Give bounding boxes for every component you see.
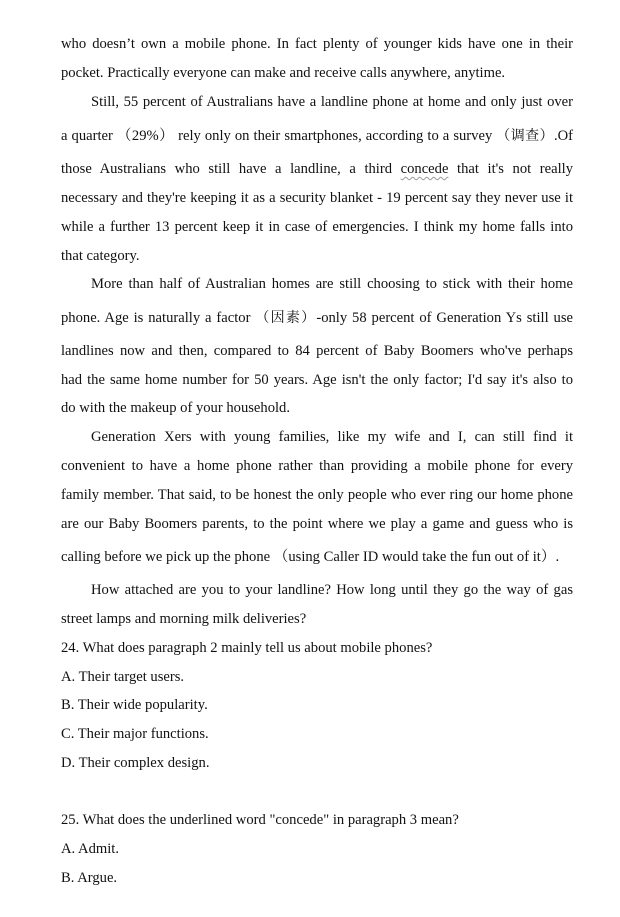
- paragraph-6-start: How attached are you to your landline? How long until they go the way of gas: [91, 582, 573, 598]
- paragraph-5-start: Generation Xers with young families, like my wife and I, can still find it: [91, 429, 573, 445]
- text-segment: phone. Age is naturally a factor: [61, 310, 256, 326]
- chinese-gloss: （因素）: [255, 310, 317, 326]
- passage-line: street lamps and morning milk deliveries?: [61, 611, 307, 627]
- question-25-option-b: B. Argue.: [61, 870, 118, 886]
- question-24-option-a: A. Their target users.: [61, 669, 185, 685]
- passage-line: [61, 126, 573, 146]
- passage-line: pocket. Practically everyone can make and receive calls anywhere, anytime.: [61, 65, 506, 81]
- question-25-stem: 25. What does the underlined word "concede" in paragraph 3 mean?: [61, 812, 459, 828]
- text-segment: those Australians who still have a landline, a third: [61, 161, 401, 177]
- text-segment: a quarter （29%） rely only on their smartphones, according to a survey: [61, 128, 497, 144]
- passage-line: are our Baby Boomers parents, to the point where we play a game and guess who is: [61, 516, 573, 532]
- passage-line: that category.: [61, 248, 140, 264]
- question-24-option-b: B. Their wide popularity.: [61, 697, 208, 713]
- passage-line: [61, 159, 573, 179]
- passage-line: [61, 308, 573, 328]
- passage-line: who doesn’t own a mobile phone. In fact plenty of younger kids have one in their: [61, 36, 573, 52]
- passage-line: convenient to have a home phone rather than providing a mobile phone for every: [61, 458, 573, 474]
- passage-line: family member. That said, to be honest the only people who ever ring our home phone: [61, 487, 573, 503]
- passage-line: necessary and they're keeping it as a security blanket - 19 percent say they never use it: [61, 190, 573, 206]
- passage-line: landlines now and then, compared to 84 percent of Baby Boomers who've perhaps: [61, 343, 573, 359]
- chinese-gloss: （调查）: [496, 128, 554, 144]
- text-segment: .Of: [553, 128, 573, 144]
- text-segment: -only 58 percent of Generation Ys still use: [316, 310, 573, 326]
- paragraph-4-start: More than half of Australian homes are still choosing to stick with their home: [91, 276, 573, 292]
- paragraph-3-start: Still, 55 percent of Australians have a landline phone at home and only just over: [91, 94, 573, 110]
- question-25-option-a: A. Admit.: [61, 841, 119, 857]
- question-24-option-d: D. Their complex design.: [61, 755, 210, 771]
- passage-line: do with the makeup of your household.: [61, 400, 291, 416]
- passage-line: had the same home number for 50 years. Age isn't the only factor; I'd say it's also to: [61, 372, 573, 388]
- question-24-option-c: C. Their major functions.: [61, 726, 209, 742]
- underlined-word-concede: concede: [400, 161, 449, 177]
- passage-line: calling before we pick up the phone （using Caller ID would take the fun out of it）.: [61, 549, 560, 565]
- question-24-stem: 24. What does paragraph 2 mainly tell us about mobile phones?: [61, 640, 433, 656]
- text-segment: that it's not really: [448, 161, 574, 177]
- passage-line: while a further 13 percent keep it in case of emergencies. I think my home falls into: [61, 219, 573, 235]
